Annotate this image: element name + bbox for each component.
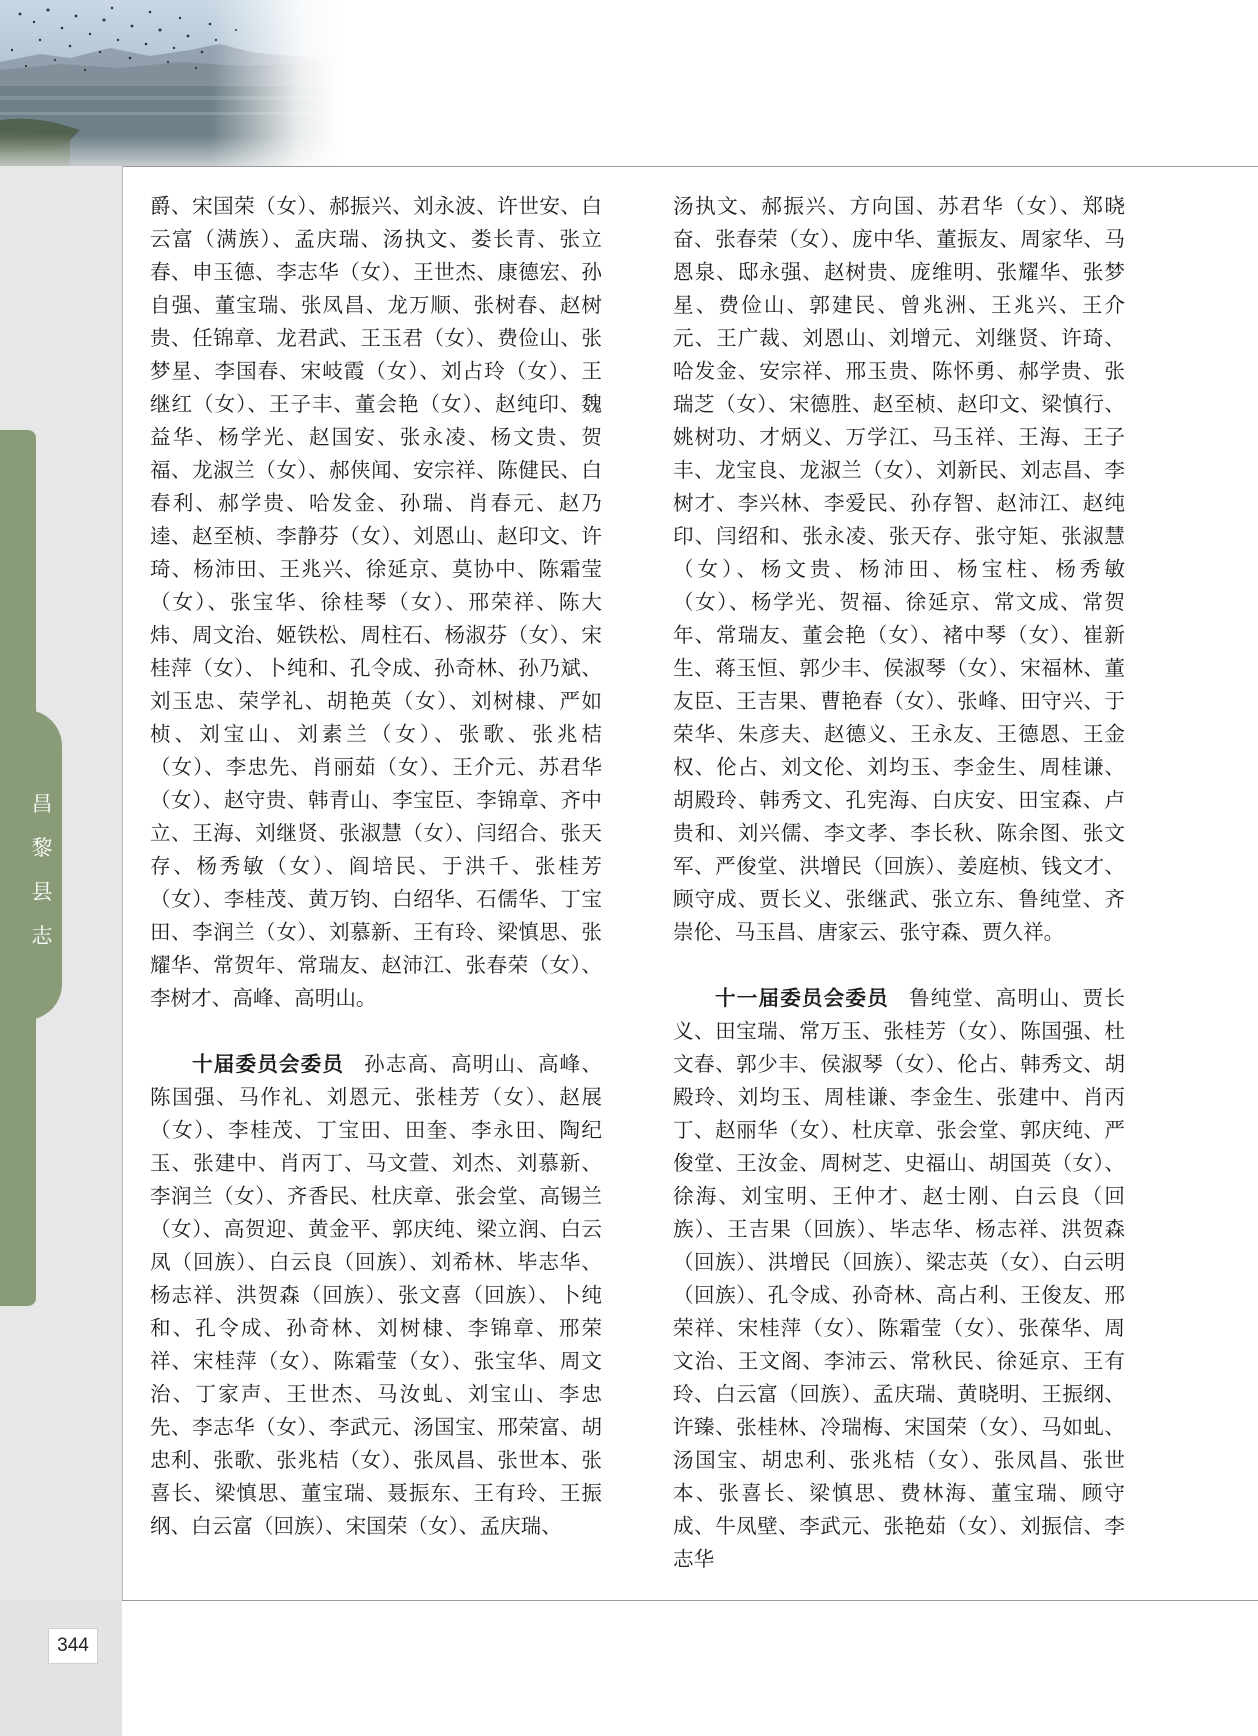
section-heading: 十一届委员会委员: [715, 986, 889, 1010]
page-number: 344: [48, 1628, 98, 1664]
section-member-list: 孙志高、高明山、高峰、陈国强、马作礼、刘恩元、张桂芳（女）、赵展（女）、李桂茂、丁宝田、田奎、李永田、陶纪玉、张建中、肖丙丁、马文萱、刘杰、刘慕新、李润兰（女）、齐香民、杜庆章、张会堂、高锡兰（女）、高贺迎、黄金平、郭庆纯、梁立润、白云凤（回族）、白云良（回族）、刘希林、毕志华、杨志祥、洪贺森（回族）、张文喜（回族）、卜纯和、孔令成、孙奇林、刘树棣、李锦章、邢荣祥、宋桂萍（女）、陈霜莹（女）、张宝华、周文治、丁家声、王世杰、马汝虬、刘宝山、李忠先、李志华（女）、李武元、汤国宝、邢荣富、胡忠利、张歌、张兆桔（女）、张凤昌、张世本、张喜长、梁慎思、董宝瑞、聂振东、王有玲、王振纲、白云富（回族）、宋国荣（女）、孟庆瑞、: [150, 1052, 602, 1538]
side-tab-title: [28, 782, 56, 958]
section-member-list: 鲁纯堂、高明山、贾长义、田宝瑞、常万玉、张桂芳（女）、陈国强、杜文春、郭少丰、侯淑琴（女）、伦占、韩秀文、胡殿玲、刘均玉、周桂谦、李金生、张建中、肖丙丁、赵丽华（女）、杜庆章、张会堂、郭庆纯、严俊堂、王汝金、周树芝、史福山、胡国英（女）、徐海、刘宝明、王仲才、赵士刚、白云良（回族）、王吉果（回族）、毕志华、杨志祥、洪贺森（回族）、洪增民（回族）、梁志英（女）、白云明（回族）、孔令成、孙奇林、高占利、王俊友、邢荣祥、宋桂萍（女）、陈霜莹（女）、张葆华、周文治、王文阁、李沛云、常秋民、徐延京、王有玲、白云富（回族）、孟庆瑞、黄晓明、王振纲、许臻、张桂林、冷瑞梅、宋国荣（女）、马如虬、汤国宝、胡忠利、张兆桔（女）、张凤昌、张世本、张喜长、梁慎思、费林海、董宝瑞、顾守成、牛凤壁、李武元、张艳茹（女）、刘振信、李志华: [673, 986, 1126, 1571]
member-list-paragraph: 汤执文、郝振兴、方向国、苏君华（女）、郑晓奋、张春荣（女）、庞中华、董振友、周家华、马恩泉、邸永强、赵树贵、庞维明、张耀华、张梦星、费俭山、郭建民、曾兆洲、王兆兴、王介元、王广裁、刘恩山、刘增元、刘继贤、许琦、哈发金、安宗祥、邢玉贵、陈怀勇、郝学贵、张瑞芝（女）、宋德胜、赵至桢、赵印文、梁慎行、姚树功、才炳义、万学江、马玉祥、王海、王子丰、龙宝良、龙淑兰（女）、刘新民、刘志昌、李树才、李兴林、李爱民、孙存智、赵沛江、赵纯印、闫绍和、张永凌、张天存、张守矩、张淑慧（女）、杨文贵、杨沛田、杨宝柱、杨秀敏（女）、杨学光、贺福、徐延京、常文成、常贺年、常瑞友、董会艳（女）、褚中琴（女）、崔新生、蒋玉恒、郭少丰、侯淑琴（女）、宋福林、董友臣、王吉果、曹艳春（女）、张峰、田守兴、于荣华、朱彦夫、赵德义、王永友、王德恩、王金权、伦占、刘文伦、刘均玉、李金生、周桂谦、胡殿玲、韩秀文、孔宪海、白庆安、田宝森、卢贵和、刘兴儒、李文孝、李长秋、陈余图、张文军、严俊堂、洪增民（回族）、姜庭桢、钱文才、顾守成、贾长义、张继武、张立东、鲁纯堂、齐崇伦、马玉昌、唐家云、张守森、贾久祥。: [673, 194, 1125, 944]
left-margin-rule: [122, 166, 123, 1600]
side-tab-char: 县: [31, 880, 53, 904]
side-tab-char: 志: [31, 924, 53, 948]
committee-section: [673, 982, 1125, 1576]
section-heading: 十届委员会委员: [192, 1052, 345, 1076]
side-tab-char: 黎: [31, 836, 53, 860]
left-margin-footer: [0, 1600, 122, 1736]
footer-rule: [122, 1600, 1258, 1601]
photo-fade-bottom: [0, 136, 340, 166]
right-text-column: [673, 190, 1125, 1576]
member-list-paragraph: 爵、宋国荣（女）、郝振兴、刘永波、许世安、白云富（满族）、孟庆瑞、汤执文、娄长青、张立春、申玉德、李志华（女）、王世杰、康德宏、孙自强、董宝瑞、张凤昌、龙万顺、张树春、赵树贵、任锦章、龙君武、王玉君（女）、费俭山、张梦星、李国春、宋岐霞（女）、刘占玲（女）、王继红（女）、王子丰、董会艳（女）、赵纯印、魏益华、杨学光、赵国安、张永凌、杨文贵、贺福、龙淑兰（女）、郝侠闻、安宗祥、陈健民、白春利、郝学贵、哈发金、孙瑞、肖春元、赵乃逵、赵至桢、李静芬（女）、刘恩山、赵印文、许琦、杨沛田、王兆兴、徐延京、莫协中、陈霜莹（女）、张宝华、徐桂琴（女）、邢荣祥、陈大炜、周文治、姬铁松、周柱石、杨淑芬（女）、宋桂萍（女）、卜纯和、孔令成、孙奇林、孙乃斌、刘玉忠、荣学礼、胡艳英（女）、刘树棣、严如桢、刘宝山、刘素兰（女）、张歌、张兆桔（女）、李忠先、肖丽茹（女）、王介元、苏君华（女）、赵守贵、韩青山、李宝臣、李锦章、齐中立、王海、刘继贤、张淑慧（女）、闫绍合、张天存、杨秀敏（女）、阎培民、于洪千、张桂芳（女）、李桂茂、黄万钧、白绍华、石儒华、丁宝田、李润兰（女）、刘慕新、王有玲、梁慎思、张耀华、常贺年、常瑞友、赵沛江、张春荣（女）、李树才、高峰、高明山。: [150, 194, 602, 1010]
committee-section: [150, 1048, 602, 1543]
left-text-column: [150, 190, 602, 1543]
side-tab-char: 昌: [31, 792, 53, 816]
header-landscape-photo: [0, 0, 340, 166]
header-rule: [120, 166, 1258, 167]
